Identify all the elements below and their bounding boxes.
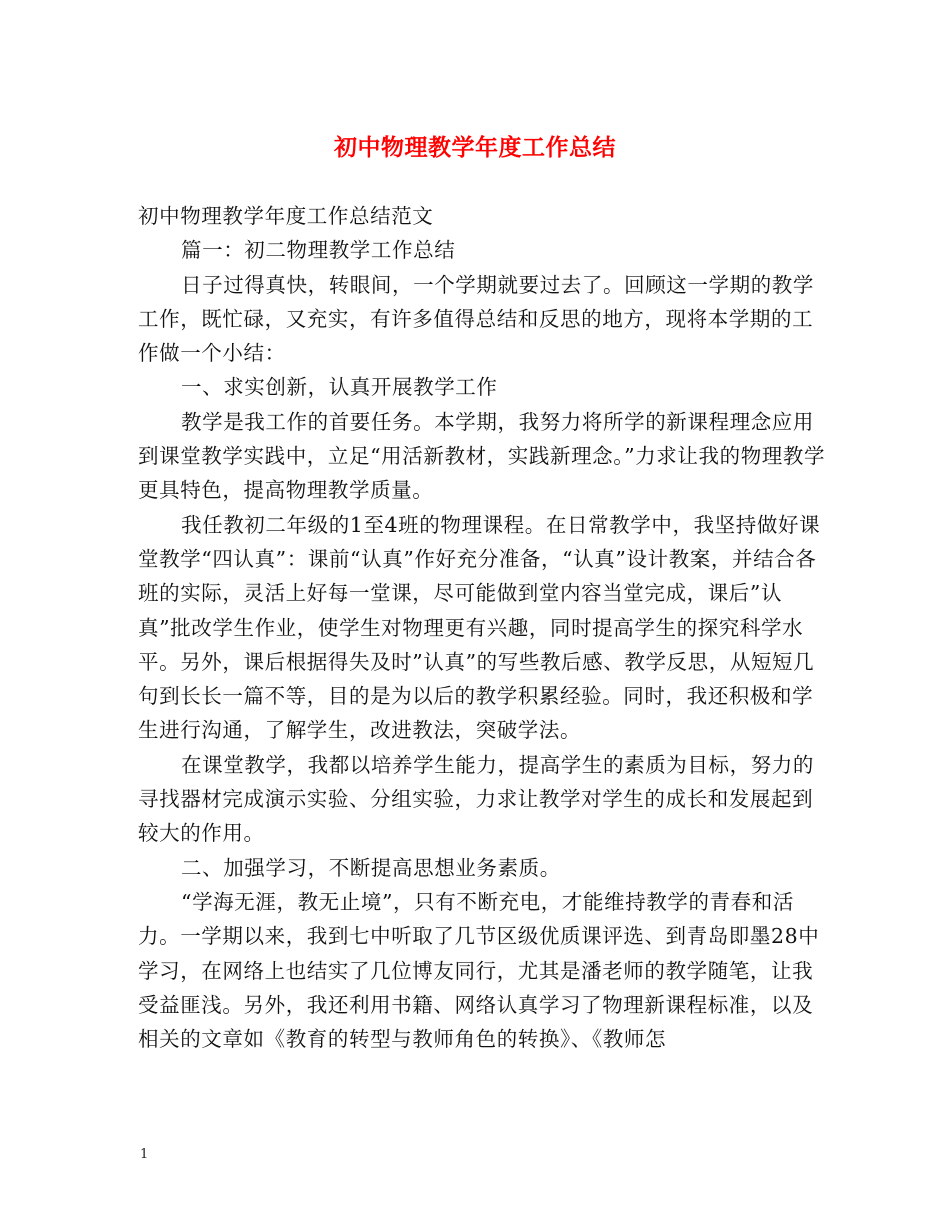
page-number: 1 xyxy=(140,1147,149,1162)
document-title: 初中物理教学年度工作总结 xyxy=(334,134,616,161)
section-heading-paragraph: 篇一：初二物理教学工作总结 xyxy=(181,238,456,263)
section-heading-paragraph: 一、求实创新，认真开展教学工作 xyxy=(181,375,498,400)
document-body xyxy=(138,199,828,1056)
subtitle-paragraph: 初中物理教学年度工作总结范文 xyxy=(138,204,434,228)
section-heading-paragraph: 二、加强学习，不断提高思想业务素质。 xyxy=(181,855,561,880)
body-paragraph: 我任教初二年级的1至4班的物理课程。在日常教学中，我坚持做好课堂教学“四认真”：课前“认真”作好充分准备，“认真”设计教案，并结合各班的实际，灵活上好每一堂课，尽可能做到堂内容当堂完成，课后”认真”批改学生作业，使学生对物理更有兴趣，同时提高学生的探究科学水平。另外，课后根据得失及时”认真”的写些教后感、教学反思，从短短几句到长长一篇不等，目的是为以后的教学积累经验。同时，我还积极和学生进行沟通，了解学生，改进教法，突破学法。 xyxy=(138,512,821,743)
body-paragraph: “学海无涯，教无止境”，只有不断充电，才能维持教学的青春和活力。一学期以来，我到七中听取了几节区级优质课评选、到青岛即墨28中学习，在网络上也结实了几位博友同行，尤其是潘老师的教学随笔，让我受益匪浅。另外，我还利用书籍、网络认真学习了物理新课程标准，以及相关的文章如《教育的转型与教师角色的转换》、《教师怎 xyxy=(138,889,820,1052)
body-paragraph: 在课堂教学，我都以培养学生能力，提高学生的素质为目标，努力的寻找器材完成演示实验、分组实验，力求让教学对学生的成长和发展起到较大的作用。 xyxy=(138,752,814,846)
body-paragraph: 教学是我工作的首要任务。本学期，我努力将所学的新课程理念应用到课堂教学实践中，立足“用活新教材，实践新理念。”力求让我的物理教学更具特色，提高物理教学质量。 xyxy=(138,409,826,503)
body-paragraph: 日子过得真快，转眼间，一个学期就要过去了。回顾这一学期的教学工作，既忙碌，又充实，有许多值得总结和反思的地方，现将本学期的工作做一个小结： xyxy=(138,272,814,366)
